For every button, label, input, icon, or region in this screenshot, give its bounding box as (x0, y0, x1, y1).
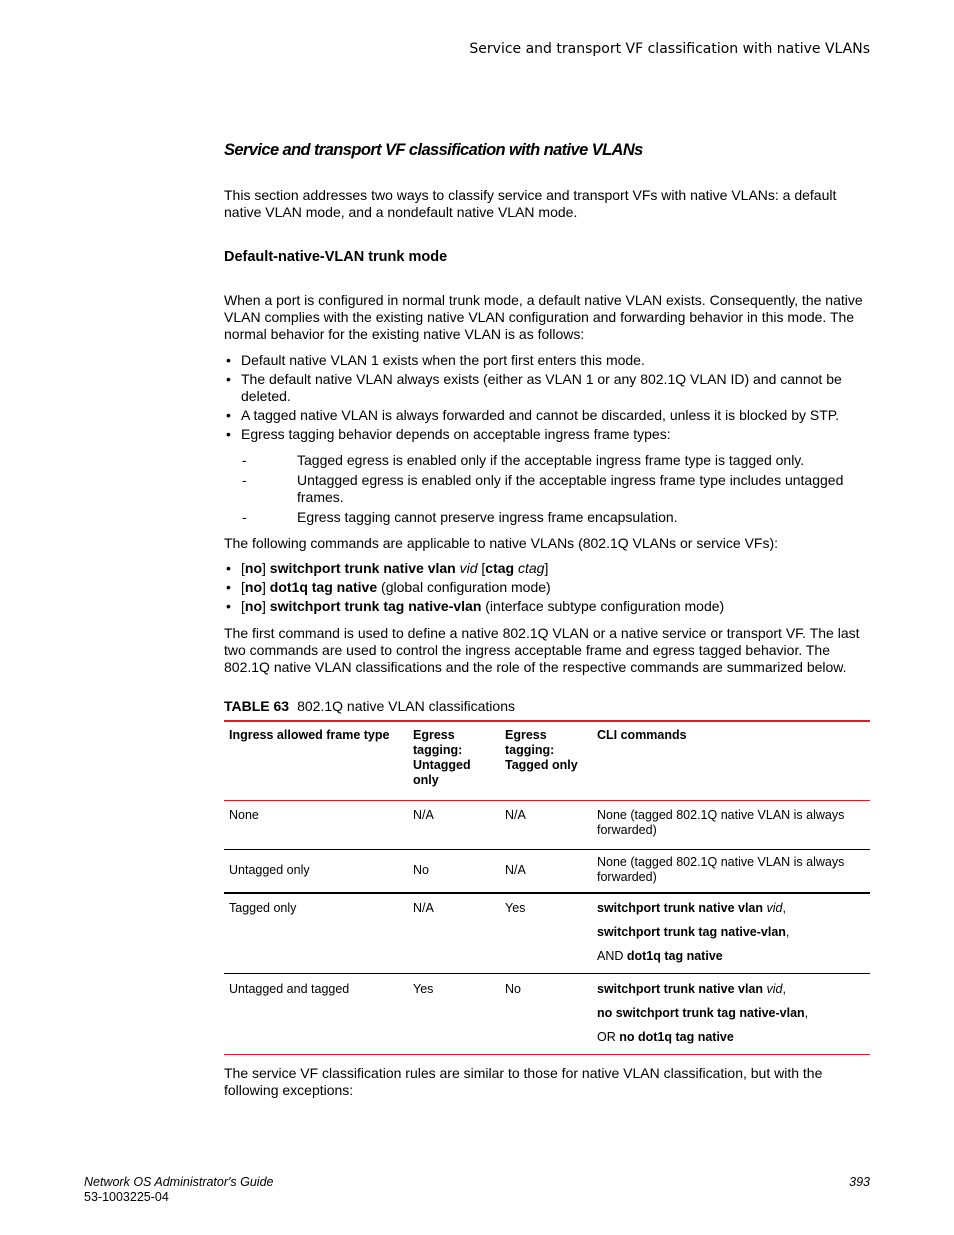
table-cell: N/A (408, 801, 500, 850)
guide-title: Network OS Administrator's Guide (84, 1175, 274, 1189)
cli-command: OR no dot1q tag native (597, 1030, 734, 1044)
table-cell: Yes (500, 893, 592, 974)
table-cell: Yes (408, 974, 500, 1055)
document-number: 53-1003225-04 (84, 1190, 169, 1204)
cli-command: AND dot1q tag native (597, 949, 723, 963)
intro-paragraph: This section addresses two ways to classify service and transport VFs with native VLANs: a default native VLAN mode, and a nondefault native VLAN mode. (224, 187, 837, 220)
commands-intro-paragraph: The following commands are applicable to native VLANs (802.1Q VLANs or service VFs): (224, 535, 779, 551)
table-cell: Tagged only (224, 893, 408, 974)
section-title: Service and transport VF classification with native VLANs (224, 141, 643, 159)
table-row (224, 850, 870, 894)
table-cell: Untagged and tagged (224, 974, 408, 1055)
behavior-list (224, 352, 872, 445)
table-cell: None (tagged 802.1Q native VLAN is always forwarded) (592, 850, 870, 894)
table-cell: No (408, 850, 500, 894)
footer-left (84, 1175, 273, 1205)
cli-command: switchport trunk native vlan vid, (597, 982, 786, 996)
command-item: • [no] switchport trunk native vlan vid [ctag ctag] (226, 560, 549, 576)
cli-command: no switchport trunk tag native-vlan, (597, 1006, 809, 1020)
subheading: Default-native-VLAN trunk mode (224, 249, 448, 265)
column-header: Egress tagging: Tagged only (505, 728, 578, 772)
command-item: • [no] dot1q tag native (global configuration mode) (226, 579, 551, 595)
table-label: TABLE 63 (224, 698, 290, 714)
list-item: • The default native VLAN always exists (either as VLAN 1 or any 802.1Q VLAN ID) and cannot be deleted. (226, 371, 842, 404)
table-cell: None (224, 801, 408, 850)
sub-list-item: - Tagged egress is enabled only if the acceptable ingress frame type is tagged only. (242, 452, 805, 468)
trunk-mode-paragraph: When a port is configured in normal trunk mode, a default native VLAN exists. Consequently, the native VLAN complies with the existing native VLAN configuration and forwarding behavior in this mode. The normal behavior for the existing native VLAN is as follows: (224, 292, 863, 342)
list-item: • Default native VLAN 1 exists when the port first enters this mode. (226, 352, 645, 368)
table-row (224, 801, 870, 850)
command-item: • [no] switchport trunk tag native-vlan (interface subtype configuration mode) (226, 598, 725, 614)
table-cell: None (tagged 802.1Q native VLAN is always forwarded) (592, 801, 870, 850)
column-header: Egress tagging: Untagged only (413, 728, 471, 787)
sub-list-item: - Untagged egress is enabled only if the acceptable ingress frame type includes untagged frames. (242, 472, 844, 505)
command-list (224, 560, 872, 617)
table-caption (224, 698, 515, 714)
table-cell (592, 974, 870, 1055)
page-number: 393 (849, 1175, 870, 1189)
list-item: • Egress tagging behavior depends on acceptable ingress frame types: (226, 426, 671, 442)
table-row (224, 893, 870, 974)
egress-sub-list (240, 452, 872, 529)
running-header: Service and transport VF classification with native VLANs (469, 41, 870, 57)
table-cell: N/A (500, 801, 592, 850)
column-header: Ingress allowed frame type (229, 728, 390, 742)
sub-list-item: - Egress tagging cannot preserve ingress frame encapsulation. (242, 509, 678, 525)
summary-paragraph: The first command is used to define a native 802.1Q VLAN or a native service or transport VF. The last two commands are used to control the ingress acceptable frame and egress tagged behavior. The 802.1Q native VLAN classifications and the role of the respective commands are summarized below. (224, 625, 860, 675)
column-header: CLI commands (597, 728, 687, 742)
vlan-classification-table (224, 720, 870, 1055)
table-row (224, 974, 870, 1055)
table-header-row (224, 721, 870, 801)
list-item: • A tagged native VLAN is always forwarded and cannot be discarded, unless it is blocked by STP. (226, 407, 840, 423)
table-cell: N/A (408, 893, 500, 974)
cli-command: switchport trunk native vlan vid, (597, 901, 786, 915)
cli-command: switchport trunk tag native-vlan, (597, 925, 790, 939)
exceptions-paragraph: The service VF classification rules are similar to those for native VLAN classification, but with the following exceptions: (224, 1065, 823, 1098)
table-cell: Untagged only (224, 850, 408, 894)
table-cell (592, 893, 870, 974)
table-cell: No (500, 974, 592, 1055)
table-cell: N/A (500, 850, 592, 894)
table-title: 802.1Q native VLAN classifications (297, 698, 515, 714)
